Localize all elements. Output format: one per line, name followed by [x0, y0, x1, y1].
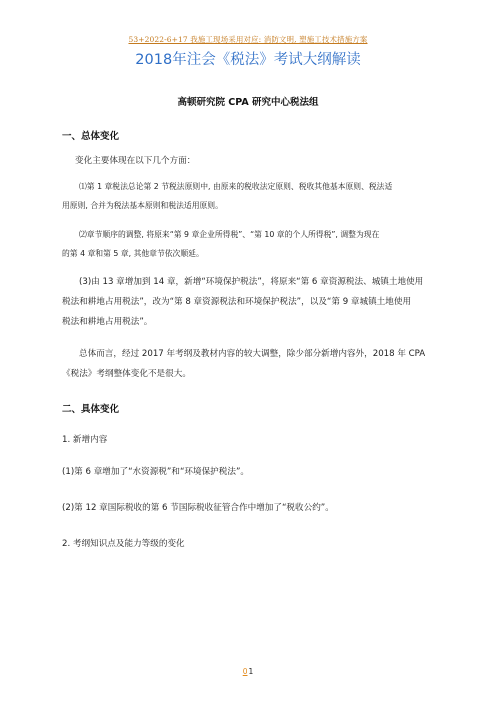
paragraph-item3-line1: (3)由 13 章增加到 14 章，新增“环境保护税法”，将原来“第 6 章资源税法、城镇土地使用	[79, 277, 424, 287]
section-heading-specific: 二、具体变化	[62, 404, 120, 415]
subheading-knowledge-changes: 2. 考纲知识点及能力等级的变化	[62, 539, 185, 549]
paragraph-summary-line1: 总体而言，经过 2017 年考纲及教材内容的较大调整，除少部分新增内容外，2018 年 CPA	[79, 349, 426, 359]
page-footer	[0, 667, 496, 676]
paragraph-summary-line2: 《税法》考纲整体变化不是很大。	[62, 369, 191, 379]
paragraph-item3-line3: 税法和耕地占用税法”。	[62, 317, 153, 327]
paragraph-new-item1: (1)第 6 章增加了“水资源税”和“环境保护税法”。	[62, 467, 250, 477]
header-link[interactable]: 53+2022-6+17 我施工现场采用对应: 消防文明, 塑施工技术措施方案	[128, 35, 368, 44]
paragraph-item2-line2: 的第 4 章和第 5 章, 其他章节依次顺延。	[62, 249, 204, 258]
author-line: 高顿研究院 CPA 研究中心税法组	[177, 97, 319, 108]
section-heading-overall: 一、总体变化	[62, 131, 120, 142]
paragraph-item3-line2: 税法和耕地占用税法”，改为“第 8 章资源税法和环境保护税法”，以及“第 9 章城镇土地使用	[62, 297, 412, 307]
paragraph-new-item2: (2)第 12 章国际税收的第 6 节国际税收征管合作中增加了“税收公约”。	[62, 503, 334, 513]
subheading-new-content: 1. 新增内容	[62, 435, 108, 445]
paragraph-item2-line1: ⑵章节顺序的调整, 将原来“第 9 章企业所得税”、“第 10 章的个人所得税”, 调整为现在	[79, 230, 380, 239]
page-number: 1	[248, 667, 254, 676]
page-link-icon[interactable]: 0	[242, 667, 248, 676]
paragraph-item1-line2: 用原则, 合并为税法基本原则和税法适用原则。	[62, 201, 223, 210]
paragraph-intro: 变化主要体现在以下几个方面：	[75, 156, 196, 166]
page-title: 2018年注会《税法》考试大纲解读	[135, 52, 361, 68]
paragraph-item1-line1: ⑴第 1 章税法总论第 2 节税法原则中, 由原来的税收法定原则、税收其他基本原则、税法适	[79, 182, 393, 191]
